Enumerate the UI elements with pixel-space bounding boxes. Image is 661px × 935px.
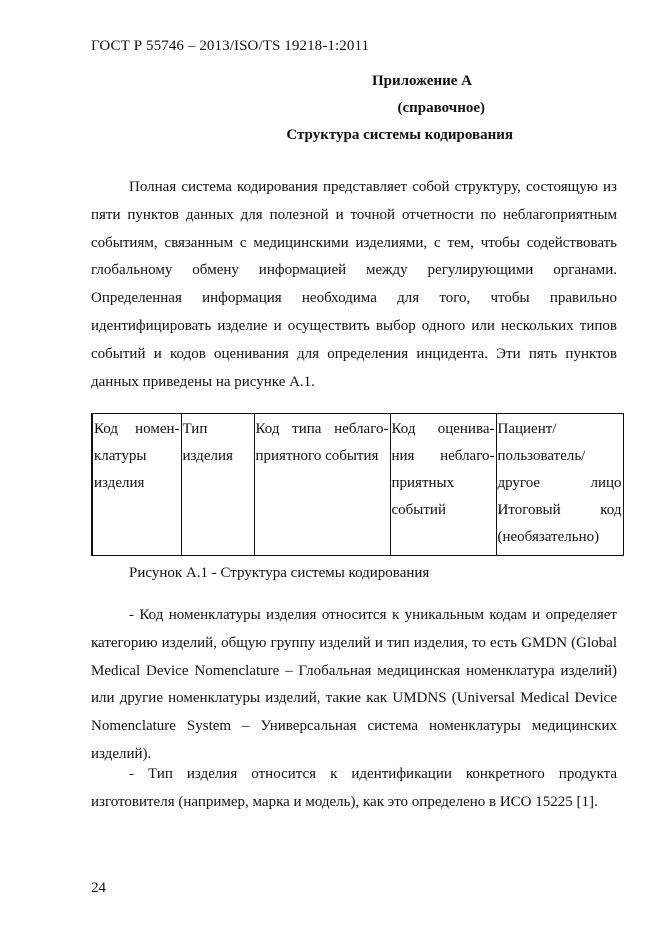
page-number: 24	[91, 880, 106, 896]
intro-paragraph: Полная система кодирования представляет собой структуру, состоящую из пяти пунктов данных для полезной и точной отчетности по неблагоприятным событиям, связанным с медицинскими изделиями, с тем, чтобы содействовать глобальному обмену информацией между регулирующими органами. Определенная информация необходима для того, чтобы правильно идентифицировать изделие и осуществить выбор одного или нескольких типов событий и кодов оценивания для определения инцидента. Эти пять пунктов данных приведены на рисунке А.1.	[91, 179, 617, 390]
cell-line: событий	[391, 502, 446, 518]
cell-line: Код оценива-	[391, 421, 495, 437]
figure-caption: Рисунок А.1 - Структура системы кодирования	[129, 565, 430, 581]
coding-structure-table	[91, 413, 624, 556]
cell-line: Код типа неблаго-	[255, 421, 389, 437]
bullet-paragraph-nomenclature: - Код номенклатуры изделия относится к уникальным кодам и определяет категорию изделий, общую группу изделий и тип изделия, то есть GMDN (Global Medical Device Nomenclature – Глобальная медицинская номенклатура изделий) или другие номенклатуры изделий, такие как UMDNS (Universal Medical Device Nomenclature System – Универсальная система номенклатуры медицинских изделий).	[91, 607, 617, 762]
bullet-paragraph-device-type: - Тип изделия относится к идентификации конкретного продукта изготовителя (например, марка и модель), как это определено в ИСО 15225 [1].	[91, 766, 617, 810]
cell-line: изделия	[94, 475, 145, 491]
cell-line: приятного события	[255, 448, 379, 464]
cell-line: Пациент/	[497, 421, 557, 437]
cell-line: (необязательно)	[497, 529, 600, 545]
cell-line: Итоговый код	[497, 502, 622, 518]
table-cell-evaluation-code	[390, 414, 496, 556]
annex-type: (справочное)	[397, 100, 485, 116]
cell-line: другое лицо	[497, 475, 622, 491]
table-row	[92, 414, 623, 556]
table-cell-patient-outcome-code	[496, 414, 623, 556]
table-cell-device-type	[181, 414, 254, 556]
annex-title: Приложение А	[371, 73, 472, 89]
document-header: ГОСТ Р 55746 – 2013/ISO/TS 19218-1:2011	[91, 38, 370, 54]
cell-line: Код номен-	[94, 421, 180, 437]
cell-line: приятных	[391, 475, 455, 491]
table-cell-item-nomenclature-code	[92, 414, 181, 556]
table-cell-adverse-event-type-code	[254, 414, 390, 556]
annex-heading: Структура системы кодирования	[286, 127, 513, 143]
cell-line: пользователь/	[497, 448, 586, 464]
cell-line: изделия	[182, 448, 233, 464]
cell-line: ния неблаго-	[391, 448, 495, 464]
cell-line: клатуры	[94, 448, 147, 464]
cell-line: Тип	[182, 421, 208, 437]
